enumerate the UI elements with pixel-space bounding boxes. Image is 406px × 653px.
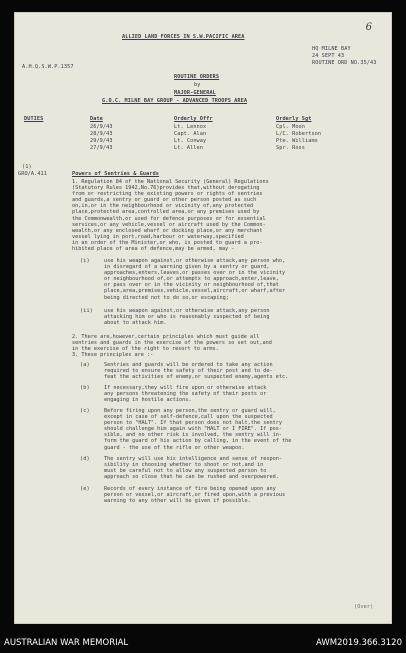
duty-row-2-offr: Capt. Alan [174, 131, 207, 137]
duty-col-date: Date [90, 116, 103, 122]
duty-row-2-sgt: L/C. Robertson [276, 131, 322, 137]
footer-accession-number: AWM2019.366.3120 [316, 638, 402, 648]
duty-row-3-offr: Lt. Conway [174, 138, 207, 144]
hq-line-1: HQ MILNE BAY [312, 46, 351, 52]
duty-row-1-offr: Lt. Lennox [174, 124, 207, 130]
continued-over: (Over) [354, 604, 374, 610]
duty-row-4-sgt: Spr. Ross [276, 145, 306, 151]
principle-a-text: Sentries and guards will be ordered to take any action required to ensure the safety of their post and to de- feat the activities of enemy,or suspected enemy,agents etc. [104, 362, 289, 381]
principle-c-label: (c) [80, 408, 90, 414]
principle-e-label: (e) [80, 486, 90, 492]
heading-by: by [194, 82, 201, 88]
title-line: ALLIED LAND FORCES IN S.W.PACIFIC AREA [122, 34, 245, 40]
principle-a-label: (a) [80, 362, 90, 368]
archive-footer [0, 631, 406, 653]
principle-b-label: (b) [80, 385, 90, 391]
duty-col-orderly-offr: Orderly Offr [174, 116, 213, 122]
section-number: (1) [22, 164, 32, 170]
item-i-text: use his weapon against,or otherwise attack,any person who, in disregard of a warning given by a sentry or guard, approaches,enters,leaves,or passes over or in the vicinity or neighbourhood of,or attempts to approach,enter,leave, or pass over or in the vicinity or neighbourhood of,that place,area,premises,vehicle,vessel,aircraft,or wharf,after being directed not to do so,or escaping; [104, 258, 286, 301]
item-i-label: (i) [80, 258, 90, 264]
hq-line-2: 24 SEPT 43 [312, 53, 345, 59]
principle-c-text: Before firing upon any person,the sentry or guard will, except in case of self-defence,call upon the suspected person to "HALT". If that person does not halt,the sentry should challenge him again with "HALT or I FIRE". If pos- sible, and no other risk is involved, the sentry will in- form the guard of his action by calling, in the event of the guard - the use of the rifle or other weapon. [104, 408, 292, 451]
duty-row-4-offr: Lt. Allen [174, 145, 204, 151]
paragraph-2: 2. There are,however,certain principles which must guide all sentries and guards in the exercise of the powers so set out,and in the exercise of the right to resort to arms. 3. These principles are :- [72, 334, 272, 359]
duties-label: DUTIES [24, 116, 44, 122]
item-ii-text: use his weapon against,or otherwise attack,any person attacking him or who is reasonably suspected of being about to attack him. [104, 308, 270, 327]
hq-line-3: ROUTINE ORD NO.35/43 [312, 60, 377, 66]
paragraph-1: 1. Regulation 84 of the National Security (General) Regulations (Statutory Rules 1942,No.76)provides that,without derogating from or restricting the existing powers or rights of sentries and guards,a sentry or guard or other person posted as such on,in,or in the neighbourhood or vicinity of,any protected place,protected area,controlled area,or any premises used by the Commonwealth,or used for defence purposes or for essential services,or any vehicle,vessel or aircraft used by the Common- wealth,or any enclosed wharf or docking place,or any merchant vessel lying in port,road,harbour or waterway,specified in an order of the Minister,or who, is posted to guard a pro- hibited place of area of defence,may be armed, may - [72, 179, 269, 253]
section-reference: GRO/A.411 [18, 171, 48, 177]
duty-row-1-date: 26/9/43 [90, 124, 113, 130]
duty-row-3-date: 29/9/43 [90, 138, 113, 144]
principle-e-text: Records of every instance of fire being opened upon any person or vessel,or aircraft,or fired upon,with a previous warning to any other will be given if possible. [104, 486, 286, 505]
reference-left: A.H.Q.S.W.P.1357 [22, 64, 74, 70]
page-number: 6 [365, 22, 372, 33]
heading-major-general: MAJOR-GENERAL [174, 90, 216, 96]
section-title: Powers of Sentries & Guards [72, 171, 160, 177]
duty-row-3-sgt: Pte. Williams [276, 138, 318, 144]
duty-row-1-sgt: Cpl. Moon [276, 124, 306, 130]
principle-d-text: The sentry will use his intelligence and sense of respon- sibility in choosing whether to shoot or not,and in must be careful not to allow any suspected person to approach so close that he can be rushed and overpowered. [104, 456, 283, 481]
principle-b-text: If necessary,they will fire upon or otherwise attack any persons threatening the safety of their posts or engaging in hostile actions. [104, 385, 267, 404]
duty-col-orderly-sgt: Orderly Sgt [276, 116, 312, 122]
heading-command: G.O.C. MILNE BAY GROUP - ADVANCED TROOPS AREA [102, 98, 248, 104]
duty-row-4-date: 27/9/43 [90, 145, 113, 151]
document-page [14, 12, 392, 624]
item-ii-label: (ii) [80, 308, 93, 314]
principle-d-label: (d) [80, 456, 90, 462]
duty-row-2-date: 28/9/43 [90, 131, 113, 137]
footer-institution: AUSTRALIAN WAR MEMORIAL [4, 638, 129, 648]
heading-routine-orders: ROUTINE ORDERS [174, 74, 220, 80]
